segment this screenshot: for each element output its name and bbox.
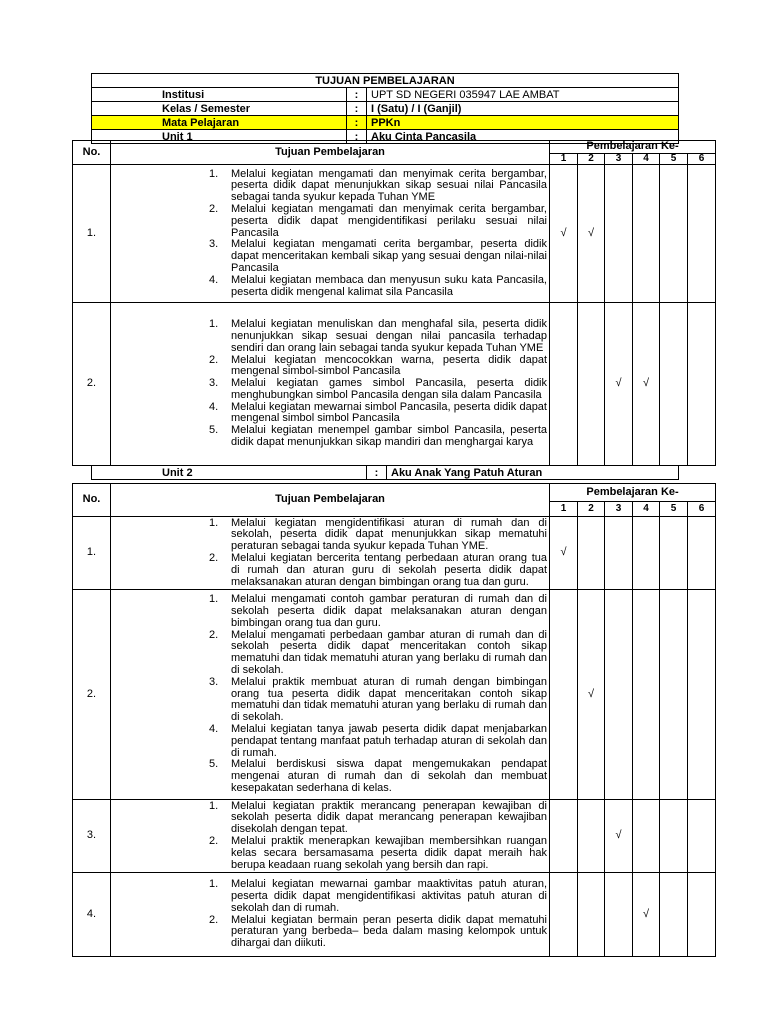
unit2-table [72,483,716,957]
row-number: 1. [73,517,111,590]
check-mark [688,517,716,590]
check-mark [605,590,633,800]
check-mark [660,800,688,873]
unit1-title: Aku Cinta Pancasila [367,130,679,144]
check-mark [660,590,688,800]
row-number: 4. [73,873,111,957]
table-row [73,590,716,800]
check-mark [660,303,688,466]
row-number: 1. [73,165,111,303]
list-item [209,799,547,836]
row-number: 3. [73,800,111,873]
list-item [209,878,547,914]
check-mark [633,517,660,590]
item-text: Melalui kegiatan mewarnai simbol Pancasila, peserta didik dapat mengenal simbol simbol Pancasila [231,400,547,425]
item-number: 1. [209,799,219,812]
list-item [209,318,547,354]
item-number: 4. [209,273,219,286]
list-item [209,758,547,794]
list-item [209,675,547,724]
objectives-cell [111,303,550,466]
item-number: 5. [209,424,219,437]
objectives-list [111,518,549,589]
check-mark [688,873,716,957]
item-number: 2. [209,913,219,926]
item-text: Melalui kegiatan games simbol Pancasila, peserta didik menghubungkan simbol Pancasila dengan sila dalam Pancasila [231,377,547,401]
check-mark [688,165,716,303]
objectives-cell [111,590,550,800]
list-item [209,238,547,274]
item-number: 4. [209,722,219,735]
unit2-label: Unit 2 [92,466,367,480]
item-number: 1. [209,878,219,891]
check-mark [660,165,688,303]
list-item [209,516,547,553]
check-mark [550,873,578,957]
unit2-title: Aku Anak Yang Patuh Aturan [387,466,679,480]
colon: : [367,466,387,480]
check-mark [578,303,605,466]
colon: : [347,116,367,130]
document-title: TUJUAN PEMBELAJARAN [92,74,679,88]
item-text: Melalui kegiatan bermain peran peserta didik dapat mematuhi peraturan yang berbeda– beda dalam masing kelompok untuk dihargai dan diikuti. [231,913,547,950]
item-text: Melalui kegiatan mencocokkan warna, peserta didik dapat mengenal simbol-simbol Pancasila [231,353,547,378]
check-mark [578,800,605,873]
item-text: Melalui praktik menerapkan kewajiban membersihkan ruangan kelas secara bersamasama peserta didik dapat meraih hak berupa keadaan ruang sekolah yang bersih dan rapi. [231,835,547,871]
column-header-tujuan: Tujuan Pembelajaran [111,484,550,517]
meeting-number: 6 [688,502,716,517]
objectives-cell [111,165,550,303]
item-text: Melalui kegiatan mewarnai gambar maaktivitas patuh aturan, peserta didik dapat mengidentifikasi aktivitas patuh aturan di sekolah dan di rumah. [231,878,547,914]
item-number: 1. [209,593,219,606]
institusi-value: UPT SD NEGERI 035947 LAE AMBAT [367,88,679,102]
meeting-number: 1 [550,502,578,517]
institusi-label: Institusi [92,88,347,102]
check-mark: √ [578,165,605,303]
check-mark: √ [578,590,605,800]
item-number: 2. [209,628,219,641]
item-text: Melalui mengamati contoh gambar peraturan di rumah dan di sekolah peserta didik dapat melaksanakan aturan dengan bimbingan orang tua dan guru. [231,593,547,629]
column-header-tujuan: Tujuan Pembelajaran [111,141,550,165]
check-mark: √ [550,517,578,590]
meeting-number: 2 [578,502,605,517]
check-mark [660,517,688,590]
item-number: 4. [209,400,219,413]
check-mark [578,873,605,957]
objectives-list [111,594,549,795]
check-mark: √ [605,800,633,873]
unit2-info-row [91,465,679,480]
list-item [209,424,547,449]
row-number: 2. [73,303,111,466]
colon: : [347,130,367,144]
item-text: Melalui kegiatan mengidentifikasi aturan di rumah dan di sekolah, peserta didik dapat menunjukkan sikap mematuhi peraturan sebagai tanda syukur kepada Tuhan YME. [231,516,547,553]
list-item [209,552,547,588]
check-mark: √ [550,165,578,303]
item-text: Melalui mengamati perbedaan gambar aturan di rumah dan di sekolah peserta didik dapat menceritakan contoh sikap mematuhi dan tidak mematuhi aturan yang berlaku di rumah dan di sekolah. [231,628,547,676]
check-mark [660,873,688,957]
check-mark [550,303,578,466]
list-item [209,353,547,379]
check-mark [688,800,716,873]
list-item [209,722,547,759]
check-mark [633,800,660,873]
table-row [73,517,716,590]
meeting-number: 1 [550,154,578,165]
objectives-list [111,319,549,449]
list-item [209,167,547,204]
item-number: 2. [209,835,219,847]
kelas-semester-label: Kelas / Semester [92,102,347,116]
item-number: 3. [209,238,219,251]
column-header-pembelajaran: Pembelajaran Ke- [550,141,716,154]
unit1-table [72,140,716,466]
item-number: 2. [209,353,219,366]
objectives-cell [111,873,550,957]
check-mark: √ [633,873,660,957]
list-item [209,400,547,426]
header-info-table [91,73,679,144]
check-mark [605,165,633,303]
kelas-semester-value: I (Satu) / I (Ganjil) [367,102,679,116]
meeting-number: 5 [660,154,688,165]
list-item [209,835,547,871]
table-row [73,165,716,303]
unit1-label: Unit 1 [92,130,347,144]
item-number: 1. [209,318,219,331]
item-number: 3. [209,675,219,688]
objectives-cell [111,800,550,873]
check-mark [688,303,716,466]
item-number: 2. [209,203,219,215]
item-text: Melalui kegiatan mengamati dan menyimak cerita bergambar, peserta didik dapat menunjukkan sikap sesuai nilai Pancasila sebagai tanda syukur kepada Tuhan YME [231,167,547,204]
meeting-number: 5 [660,502,688,517]
check-mark [688,590,716,800]
meeting-number: 4 [633,502,660,517]
objectives-list [111,801,549,872]
table-row [73,303,716,466]
item-text: Melalui kegiatan praktik merancang penerapan kewajiban di sekolah peserta didik dapat merancang penerapan kewajiban disekolah dengan tepat. [231,799,547,836]
colon: : [347,102,367,116]
check-mark [578,517,605,590]
item-text: Melalui kegiatan tanya jawab peserta didik dapat menjabarkan pendapat tentang manfaat patuh terhadap aturan di sekolah dan di rumah. [231,722,547,759]
meeting-number: 3 [605,154,633,165]
table-row [73,800,716,873]
check-mark [605,873,633,957]
item-number: 5. [209,758,219,771]
item-number: 2. [209,552,219,564]
meeting-number: 3 [605,502,633,517]
check-mark: √ [633,303,660,466]
row-number: 2. [73,590,111,800]
item-number: 1. [209,516,219,529]
check-mark [605,517,633,590]
check-mark [550,800,578,873]
check-mark: √ [605,303,633,466]
item-text: Melalui kegiatan mengamati dan menyimak cerita bergambar, peserta didik dapat mengidentifikasi perilaku sesuai nilai Pancasila [231,203,547,239]
item-text: Melalui kegiatan membaca dan menyusun suku kata Pancasila, peserta didik mengenal kalimat sila Pancasila [231,273,547,298]
column-header-pembelajaran: Pembelajaran Ke- [550,484,716,502]
table-row [73,873,716,957]
item-text: Melalui berdiskusi siswa dapat mengemukakan pendapat mengenai aturan di rumah dan di sekolah dan membuat kesepakatan sederhana di kelas. [231,758,547,794]
column-header-no: No. [73,484,111,517]
item-text: Melalui kegiatan menuliskan dan menghafal sila, peserta didik nenunjukkan sikap sesuai dengan nilai pancasila terhadap sendiri dan orang lain sebagai tanda syukur kepada Tuhan YME [231,318,547,354]
mata-pelajaran-label: Mata Pelajaran [92,116,347,130]
item-number: 1. [209,167,219,180]
objectives-list [111,879,549,950]
check-mark [633,590,660,800]
meeting-number: 6 [688,154,716,165]
check-mark [550,590,578,800]
item-number: 3. [209,377,219,390]
item-text: Melalui kegiatan menempel gambar simbol Pancasila, peserta didik dapat menunjukkan sikap mandiri dan menghargai karya [231,424,547,449]
list-item [209,913,547,950]
meeting-number: 4 [633,154,660,165]
column-header-no: No. [73,141,111,165]
colon: : [347,88,367,102]
objectives-list [111,169,549,299]
meeting-number: 2 [578,154,605,165]
check-mark [633,165,660,303]
list-item [209,273,547,299]
item-text: Melalui kegiatan bercerita tentang perbedaan aturan orang tua di rumah dan aturan guru di sekolah peserta didik dapat melaksanakan aturan dengan bimbingan orang tua dan guru. [231,552,547,588]
objectives-cell [111,517,550,590]
item-text: Melalui praktik membuat aturan di rumah dengan bimbingan orang tua peserta didik dapat menceritakan contoh sikap mematuhi dan tidak mematuhi aturan yang berlaku di rumah dan di sekolah. [231,675,547,724]
list-item [209,628,547,677]
item-text: Melalui kegiatan mengamati cerita bergambar, peserta didik dapat menceritakan kembali sikap yang sesuai dengan nilai-nilai Pancasila [231,238,547,274]
list-item [209,203,547,239]
list-item [209,593,547,629]
mata-pelajaran-value: PPKn [367,116,679,130]
list-item [209,377,547,402]
